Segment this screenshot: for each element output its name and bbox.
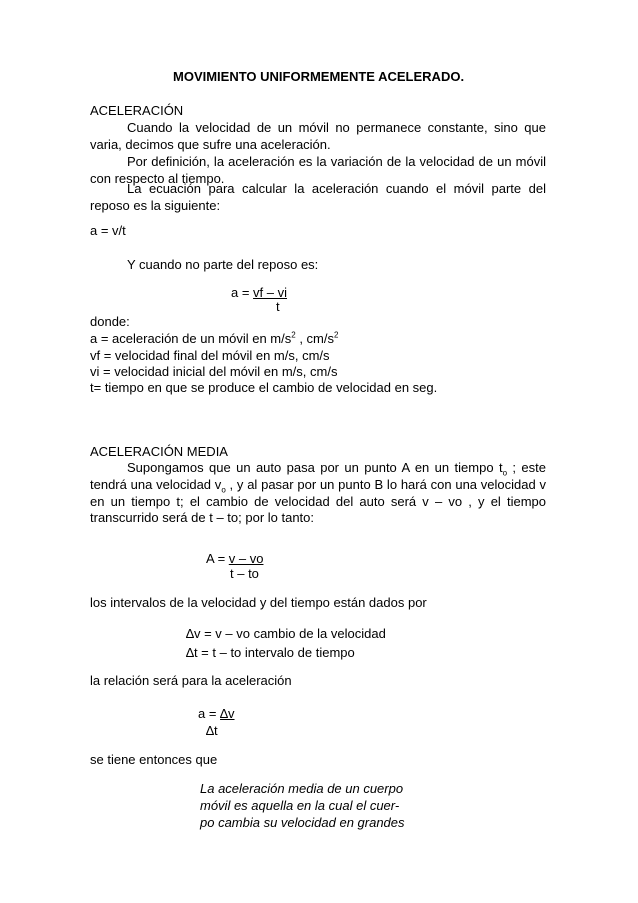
paragraph-line: Por definición, la aceleración es la variación de la velocidad de un móvil (127, 154, 546, 169)
paragraph-line: tendrá una velocidad $v_o$ , y al pasar por un punto B lo hará con una velocidad v (90, 477, 547, 495)
paragraph-line: los intervalos de la velocidad y del tiempo están dados por (90, 595, 427, 610)
donde-label: donde: (90, 314, 130, 329)
paragraph-line: Y cuando no parte del reposo es: (127, 257, 319, 272)
section-heading-aceleracion-media: ACELERACIÓN MEDIA (90, 444, 228, 459)
equation-denominator: t – to (230, 566, 259, 581)
page-title: MOVIMIENTO UNIFORMEMENTE ACELERADO. (173, 69, 465, 84)
paragraph-line: La ecuación para calcular la aceleración cuando el móvil parte del (127, 181, 546, 196)
equation-numerator: v – vo (228, 551, 264, 566)
italic-definition-line: La aceleración media de un cuerpo (200, 781, 404, 796)
equation-numerator: ∆v (220, 706, 235, 721)
equation-lhs: A = (206, 551, 229, 566)
section-heading-aceleracion: ACELERACIÓN (90, 103, 184, 118)
paragraph-line: la relación será para la aceleración (90, 673, 292, 688)
equation-lhs: a = (198, 706, 221, 721)
paragraph-line: con respecto al tiempo. (90, 171, 225, 186)
paragraph-line: Cuando la velocidad de un móvil no permanece constante, sino que (127, 120, 546, 135)
paragraph-line: Supongamos que un auto pasa por un punto A en un tiempo $t_o$ ; este (127, 460, 546, 478)
definition-vi: vi = velocidad inicial del móvil en m/s, cm/s (90, 364, 338, 379)
delta-v-line: ∆v = v – vo cambio de la velocidad (186, 626, 386, 641)
definition-t: t= tiempo en que se produce el cambio de velocidad en seg. (90, 380, 438, 395)
equation-denominator: ∆t (206, 723, 218, 738)
italic-definition-line: móvil es aquella en la cual el cuer- (200, 798, 400, 813)
equation-lhs: a = (231, 285, 254, 300)
equation-denominator: t (276, 299, 280, 314)
delta-t-line: ∆t = t – to intervalo de tiempo (186, 645, 355, 660)
paragraph-line: se tiene entonces que (90, 752, 218, 767)
definition-a: a = aceleración de un móvil en $m/s^2$ , $cm/s^2$ (90, 330, 339, 346)
equation-fraction (198, 705, 235, 722)
paragraph-line: transcurrido será de t – to; por lo tanto: (90, 510, 315, 525)
definition-vf: vf = velocidad final del móvil en m/s, cm/s (90, 348, 330, 363)
equation-a-v-t: a = v/t (90, 223, 126, 238)
paragraph-line: en un tiempo t; el cambio de velocidad del auto será v – vo , y el tiempo (90, 494, 546, 509)
italic-definition-line: po cambia su velocidad en grandes (200, 815, 405, 830)
paragraph-line: reposo es la siguiente: (90, 198, 221, 213)
equation-numerator: vf – vi (253, 285, 288, 300)
paragraph-line: varia, decimos que sufre una aceleración. (90, 137, 331, 152)
